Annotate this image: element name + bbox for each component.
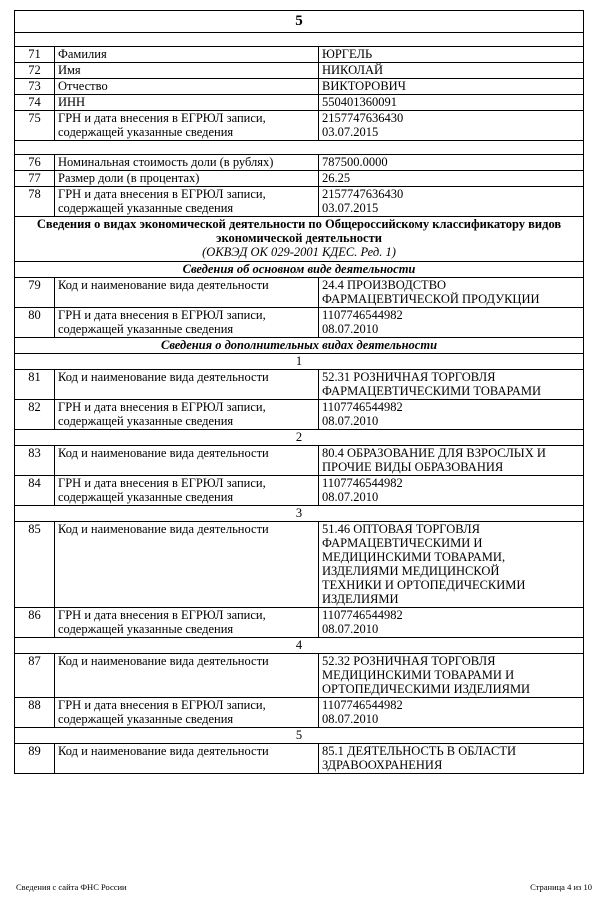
field-label: ГРН и дата внесения в ЕГРЮЛ записи, содержащей указанные сведения xyxy=(55,608,319,638)
field-value: 1107746544982 08.07.2010 xyxy=(319,608,584,638)
group-index-row xyxy=(15,638,584,654)
extra-activity-heading-cell: Сведения о дополнительных видах деятельности xyxy=(15,338,584,354)
footer-page-number: Страница 4 из 10 xyxy=(530,882,592,892)
table-row xyxy=(15,111,584,141)
section-title xyxy=(15,11,584,33)
field-value: 24.4 ПРОИЗВОДСТВО ФАРМАЦЕВТИЧЕСКОЙ ПРОДУКЦИИ xyxy=(319,278,584,308)
table-row xyxy=(15,608,584,638)
field-label: Код и наименование вида деятельности xyxy=(55,744,319,774)
field-label: Код и наименование вида деятельности xyxy=(55,522,319,608)
table-row xyxy=(15,63,584,79)
group-index-row-cell: 1 xyxy=(15,354,584,370)
field-label: Код и наименование вида деятельности xyxy=(55,278,319,308)
field-value: 1107746544982 08.07.2010 xyxy=(319,698,584,728)
field-value: 550401360091 xyxy=(319,95,584,111)
row-number: 74 xyxy=(15,95,55,111)
field-value: 51.46 ОПТОВАЯ ТОРГОВЛЯ ФАРМАЦЕВТИЧЕСКИМИ И МЕДИЦИНСКИМИ ТОВАРАМИ, ИЗДЕЛИЯМИ МЕДИЦИНСКОЙ ТЕХНИКИ И ОРТОПЕДИЧЕСКИМИ ИЗДЕЛИЯМИ xyxy=(319,522,584,608)
field-label: Код и наименование вида деятельности xyxy=(55,446,319,476)
field-value: 52.32 РОЗНИЧНАЯ ТОРГОВЛЯ МЕДИЦИНСКИМИ ТОВАРАМИ И ОРТОПЕДИЧЕСКИМИ ИЗДЕЛИЯМИ xyxy=(319,654,584,698)
field-value: 1107746544982 08.07.2010 xyxy=(319,476,584,506)
field-label: Код и наименование вида деятельности xyxy=(55,370,319,400)
table-row xyxy=(15,698,584,728)
field-label: Код и наименование вида деятельности xyxy=(55,654,319,698)
field-label: Размер доли (в процентах) xyxy=(55,171,319,187)
row-number: 76 xyxy=(15,155,55,171)
field-value: 2157747636430 03.07.2015 xyxy=(319,187,584,217)
row-number: 81 xyxy=(15,370,55,400)
field-label: Имя xyxy=(55,63,319,79)
field-value: 26.25 xyxy=(319,171,584,187)
table-row xyxy=(15,171,584,187)
section-title-cell: 5 xyxy=(15,11,584,33)
okved-heading xyxy=(15,217,584,262)
row-number: 73 xyxy=(15,79,55,95)
blank-row xyxy=(15,141,584,155)
field-value: 1107746544982 08.07.2010 xyxy=(319,308,584,338)
field-value: ВИКТОРОВИЧ xyxy=(319,79,584,95)
blank-row-cell xyxy=(15,33,584,47)
row-number: 88 xyxy=(15,698,55,728)
row-number: 71 xyxy=(15,47,55,63)
field-label: Фамилия xyxy=(55,47,319,63)
group-index-row xyxy=(15,728,584,744)
row-number: 84 xyxy=(15,476,55,506)
field-label: ГРН и дата внесения в ЕГРЮЛ записи, содержащей указанные сведения xyxy=(55,187,319,217)
row-number: 86 xyxy=(15,608,55,638)
table-row xyxy=(15,47,584,63)
field-label: ГРН и дата внесения в ЕГРЮЛ записи, содержащей указанные сведения xyxy=(55,698,319,728)
okved-heading-cell xyxy=(15,217,584,262)
field-value: 1107746544982 08.07.2010 xyxy=(319,400,584,430)
group-index-row-cell: 4 xyxy=(15,638,584,654)
table-row xyxy=(15,187,584,217)
group-index-row-cell: 2 xyxy=(15,430,584,446)
field-value: 80.4 ОБРАЗОВАНИЕ ДЛЯ ВЗРОСЛЫХ И ПРОЧИЕ ВИДЫ ОБРАЗОВАНИЯ xyxy=(319,446,584,476)
field-label: Отчество xyxy=(55,79,319,95)
table-row xyxy=(15,79,584,95)
row-number: 72 xyxy=(15,63,55,79)
field-value: НИКОЛАЙ xyxy=(319,63,584,79)
okved-subtitle: (ОКВЭД ОК 029-2001 КДЕС. Ред. 1) xyxy=(202,245,396,259)
field-value: ЮРГЕЛЬ xyxy=(319,47,584,63)
table-row xyxy=(15,155,584,171)
row-number: 83 xyxy=(15,446,55,476)
row-number: 82 xyxy=(15,400,55,430)
main-activity-heading xyxy=(15,262,584,278)
table-row xyxy=(15,654,584,698)
document xyxy=(14,10,583,774)
field-value: 85.1 ДЕЯТЕЛЬНОСТЬ В ОБЛАСТИ ЗДРАВООХРАНЕНИЯ xyxy=(319,744,584,774)
row-number: 89 xyxy=(15,744,55,774)
field-label: ГРН и дата внесения в ЕГРЮЛ записи, содержащей указанные сведения xyxy=(55,111,319,141)
field-label: Номинальная стоимость доли (в рублях) xyxy=(55,155,319,171)
field-value: 2157747636430 03.07.2015 xyxy=(319,111,584,141)
footer-source: Сведения с сайта ФНС России xyxy=(16,882,127,892)
row-number: 78 xyxy=(15,187,55,217)
table-row xyxy=(15,744,584,774)
field-label: ИНН xyxy=(55,95,319,111)
group-index-row-cell: 3 xyxy=(15,506,584,522)
table-row xyxy=(15,400,584,430)
table-row xyxy=(15,476,584,506)
field-value: 787500.0000 xyxy=(319,155,584,171)
egrul-table xyxy=(14,10,584,774)
group-index-row xyxy=(15,430,584,446)
field-label: ГРН и дата внесения в ЕГРЮЛ записи, содержащей указанные сведения xyxy=(55,400,319,430)
row-number: 87 xyxy=(15,654,55,698)
row-number: 77 xyxy=(15,171,55,187)
table-row xyxy=(15,446,584,476)
row-number: 75 xyxy=(15,111,55,141)
group-index-row-cell: 5 xyxy=(15,728,584,744)
field-value: 52.31 РОЗНИЧНАЯ ТОРГОВЛЯ ФАРМАЦЕВТИЧЕСКИМИ ТОВАРАМИ xyxy=(319,370,584,400)
extra-activity-heading xyxy=(15,338,584,354)
group-index-row xyxy=(15,506,584,522)
blank-row xyxy=(15,33,584,47)
row-number: 79 xyxy=(15,278,55,308)
table-row xyxy=(15,522,584,608)
main-activity-heading-cell: Сведения об основном виде деятельности xyxy=(15,262,584,278)
table-row xyxy=(15,278,584,308)
field-label: ГРН и дата внесения в ЕГРЮЛ записи, содержащей указанные сведения xyxy=(55,308,319,338)
row-number: 85 xyxy=(15,522,55,608)
table-row xyxy=(15,308,584,338)
group-index-row xyxy=(15,354,584,370)
okved-title: Сведения о видах экономической деятельности по Общероссийскому классификатору видов экономической деятельности xyxy=(36,217,562,245)
row-number: 80 xyxy=(15,308,55,338)
table-row xyxy=(15,95,584,111)
table-row xyxy=(15,370,584,400)
field-label: ГРН и дата внесения в ЕГРЮЛ записи, содержащей указанные сведения xyxy=(55,476,319,506)
blank-row-cell xyxy=(15,141,584,155)
